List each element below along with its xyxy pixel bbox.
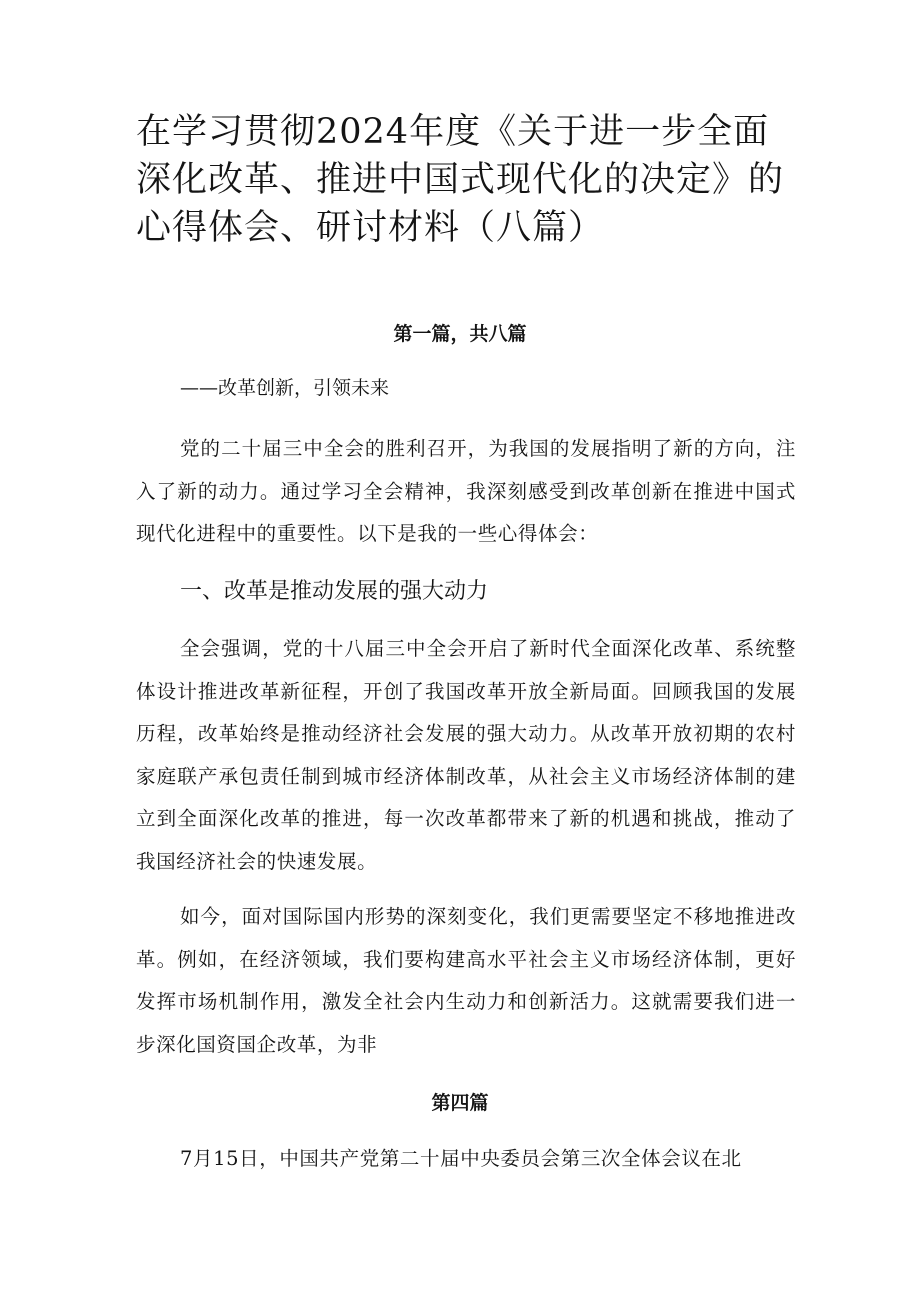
section-one-paragraph: 如今，面对国际国内形势的深刻变化，我们更需要坚定不移地推进改革。例如，在经济领域，我们要构建高水平社会主义市场经济体制，更好发挥市场机制作用，激发全社会内生动力和创新活力。这就需要我们进一步深化国资国企改革，为非 — [136, 905, 796, 1056]
document-title: 在学习贯彻2024年度《关于进一步全面深化改革、推进中国式现代化的决定》的心得体会、研讨材料（八篇） — [136, 112, 785, 248]
part-one-heading: 第一篇，共八篇 — [393, 323, 527, 345]
part-one-subtitle: ——改革创新，引领未来 — [180, 377, 390, 399]
intro-paragraph: 党的二十届三中全会的胜利召开，为我国的发展指明了新的方向，注入了新的动力。通过学习全会精神，我深刻感受到改革创新在推进中国式现代化进程中的重要性。以下是我的一些心得体会： — [136, 437, 796, 545]
section-one-paragraph: 全会强调，党的十八届三中全会开启了新时代全面深化改革、系统整体设计推进改革新征程，开创了我国改革开放全新局面。回顾我国的发展历程，改革始终是推动经济社会发展的强大动力。从改革开放初期的农村家庭联产承包责任制到城市经济体制改革，从社会主义市场经济体制的建立到全面深化改革的推进，每一次改革都带来了新的机遇和挑战，推动了我国经济社会的快速发展。 — [136, 637, 796, 873]
part-four-paragraph: 7月15日，中国共产党第二十届中央委员会第三次全体会议在北 — [180, 1147, 742, 1170]
part-four-heading: 第四篇 — [431, 1092, 489, 1114]
section-one-heading: 一、改革是推动发展的强大动力 — [180, 579, 489, 604]
